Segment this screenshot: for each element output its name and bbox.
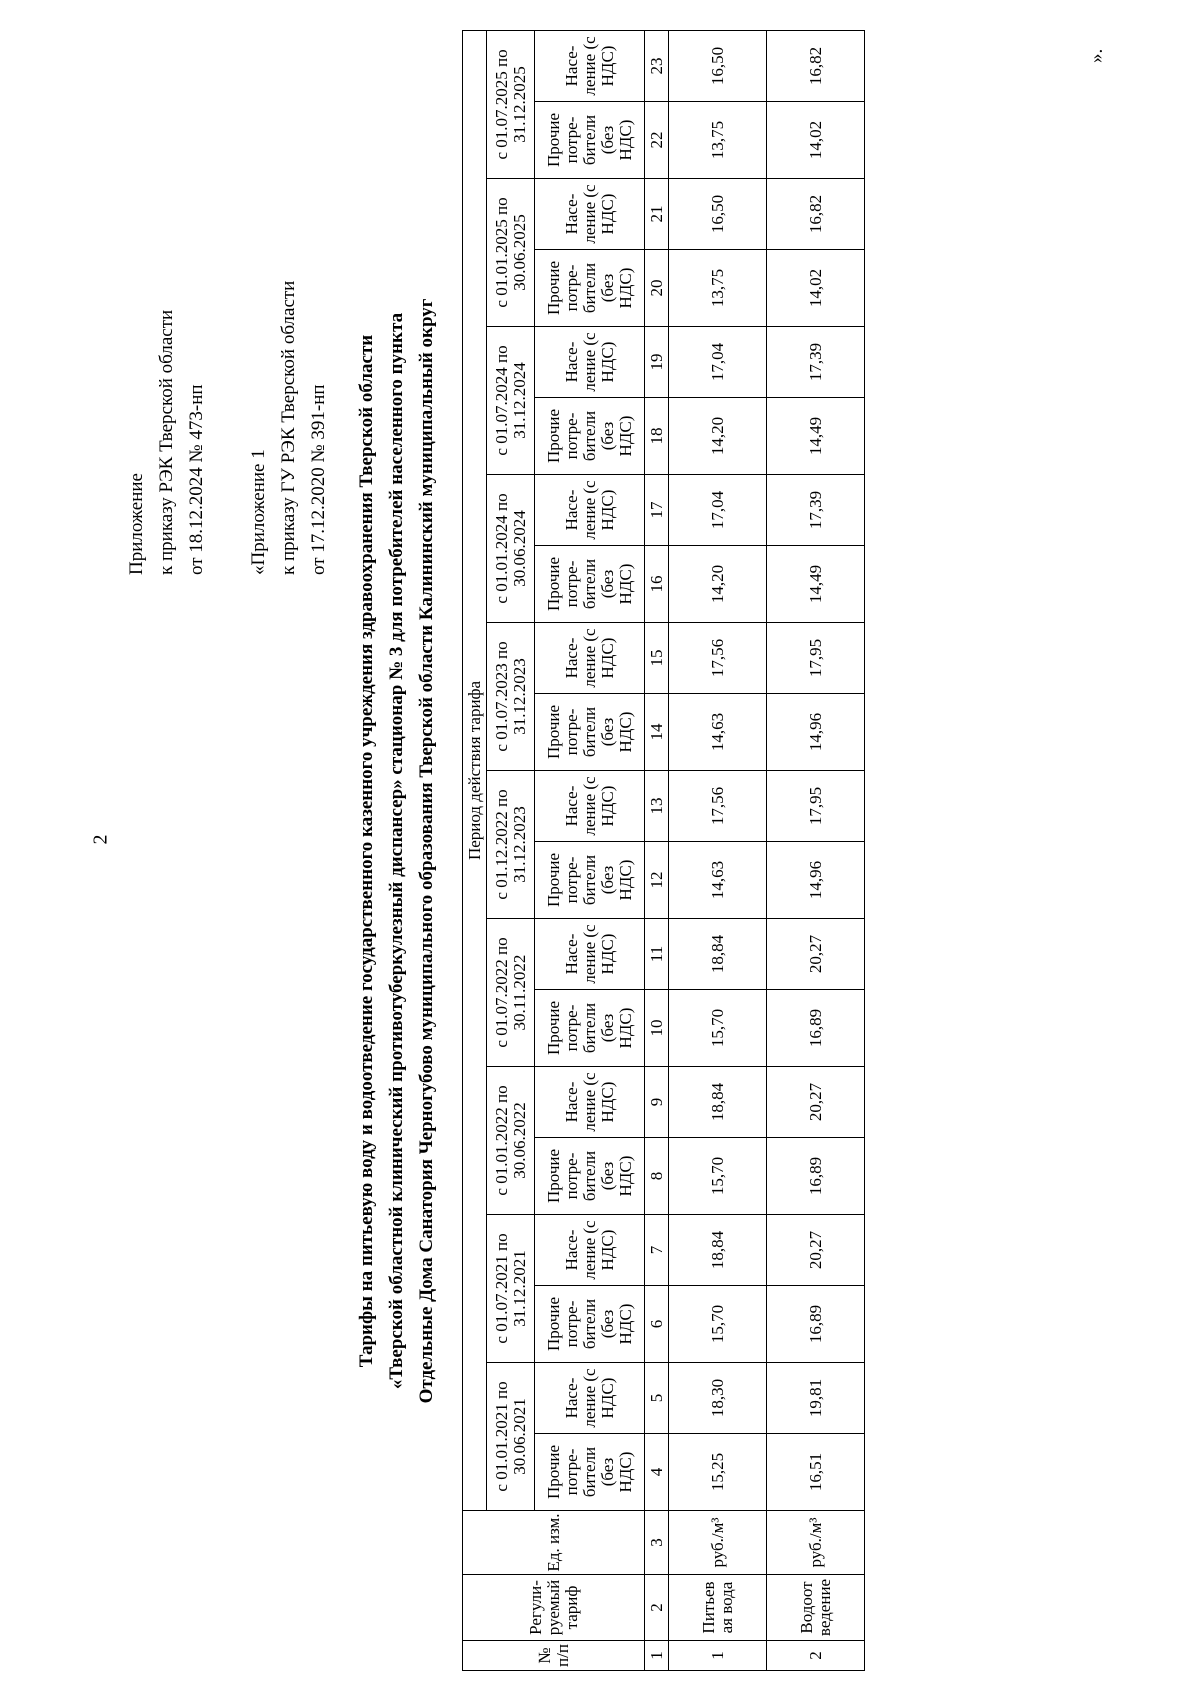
row-num: 1 xyxy=(669,1641,767,1671)
column-number: 23 xyxy=(645,30,669,101)
tariff-value: 18,84 xyxy=(669,919,767,990)
column-number: 8 xyxy=(645,1138,669,1215)
row-unit: руб./м³ xyxy=(767,1511,865,1575)
header-period: с 01.07.2024 по 31.12.2024 xyxy=(487,327,535,475)
header-consumer-population: Насе-ление (с НДС) xyxy=(535,179,645,250)
header-consumer-population: Насе-ление (с НДС) xyxy=(535,1067,645,1138)
tariff-value: 20,27 xyxy=(767,919,865,990)
column-number: 7 xyxy=(645,1215,669,1286)
tariff-value: 14,63 xyxy=(669,842,767,919)
column-number: 3 xyxy=(645,1511,669,1575)
tariff-value: 14,02 xyxy=(767,102,865,179)
tariff-value: 17,04 xyxy=(669,475,767,546)
tariff-value: 14,20 xyxy=(669,546,767,623)
column-number: 14 xyxy=(645,694,669,771)
rotated-page-content xyxy=(82,31,1118,1671)
header-consumer-population: Насе-ление (с НДС) xyxy=(535,771,645,842)
column-number: 9 xyxy=(645,1067,669,1138)
row-tariff: Питьев ая вода xyxy=(669,1575,767,1641)
column-number: 16 xyxy=(645,546,669,623)
tariff-value: 17,04 xyxy=(669,327,767,398)
tariff-value: 16,89 xyxy=(767,1286,865,1363)
tariff-value: 15,70 xyxy=(669,1138,767,1215)
column-number: 19 xyxy=(645,327,669,398)
column-number: 21 xyxy=(645,179,669,250)
header-unit: Ед. изм. xyxy=(463,1511,645,1575)
column-number: 15 xyxy=(645,623,669,694)
tariff-value: 16,50 xyxy=(669,30,767,101)
column-number: 17 xyxy=(645,475,669,546)
title-line: Тарифы на питьевую воду и водоотведение государственного казенного учреждения здравоохранения Тверской области xyxy=(356,334,377,1368)
header-consumer-population: Насе-ление (с НДС) xyxy=(535,919,645,990)
tariff-value: 13,75 xyxy=(669,250,767,327)
tariff-value: 14,02 xyxy=(767,250,865,327)
appendix-line: Приложение xyxy=(126,473,147,575)
header-consumer-other: Прочие потре-бители (без НДС) xyxy=(535,1138,645,1215)
tariff-value: 16,82 xyxy=(767,179,865,250)
tariff-value: 14,63 xyxy=(669,694,767,771)
title-line: Отдельные Дома Санатория Черногубово муниципального образования Тверской области Калининский муниципальный округ xyxy=(416,298,437,1404)
column-number: 1 xyxy=(645,1641,669,1671)
header-consumer-population: Насе-ление (с НДС) xyxy=(535,327,645,398)
appendix-line: «Приложение 1 xyxy=(248,449,269,575)
column-number: 13 xyxy=(645,771,669,842)
header-period: с 01.07.2021 по 31.12.2021 xyxy=(487,1215,535,1363)
tariff-value: 17,95 xyxy=(767,771,865,842)
tariff-value: 19,81 xyxy=(767,1363,865,1434)
row-tariff: Водоот ведение xyxy=(767,1575,865,1641)
tariff-value: 13,75 xyxy=(669,102,767,179)
header-consumer-other: Прочие потре-бители (без НДС) xyxy=(535,250,645,327)
page-number: 2 xyxy=(89,834,112,845)
tariff-value: 15,25 xyxy=(669,1434,767,1511)
header-consumer-other: Прочие потре-бители (без НДС) xyxy=(535,1434,645,1511)
tariff-value: 17,95 xyxy=(767,623,865,694)
tariff-table xyxy=(462,30,865,1671)
tariff-value: 17,56 xyxy=(669,771,767,842)
header-period: с 01.12.2022 по 31.12.2023 xyxy=(487,771,535,919)
header-period: с 01.01.2024 по 30.06.2024 xyxy=(487,475,535,623)
header-period: с 01.07.2022 по 30.11.2022 xyxy=(487,919,535,1067)
tariff-value: 20,27 xyxy=(767,1067,865,1138)
row-num: 2 xyxy=(767,1641,865,1671)
header-period: с 01.07.2025 по 31.12.2025 xyxy=(487,30,535,178)
tariff-value: 14,96 xyxy=(767,842,865,919)
tariff-value: 16,51 xyxy=(767,1434,865,1511)
header-consumer-population: Насе-ление (с НДС) xyxy=(535,1363,645,1434)
column-number: 2 xyxy=(645,1575,669,1641)
tariff-value: 17,56 xyxy=(669,623,767,694)
tariff-value: 14,20 xyxy=(669,398,767,475)
column-number: 11 xyxy=(645,919,669,990)
header-period: с 01.01.2025 по 30.06.2025 xyxy=(487,179,535,327)
header-period-group: Период действия тарифа xyxy=(463,30,487,1510)
header-consumer-other: Прочие потре-бители (без НДС) xyxy=(535,102,645,179)
tariff-value: 16,50 xyxy=(669,179,767,250)
appendix-line: от 17.12.2020 № 391-нп xyxy=(308,384,329,575)
column-number: 20 xyxy=(645,250,669,327)
tariff-value: 17,39 xyxy=(767,327,865,398)
header-consumer-population: Насе-ление (с НДС) xyxy=(535,1215,645,1286)
tariff-value: 16,89 xyxy=(767,1138,865,1215)
title-line: «Тверской областной клинический противотуберкулезный диспансер» стационар № 3 для потребителей населенного пункта xyxy=(386,312,407,1390)
tariff-value: 14,49 xyxy=(767,546,865,623)
header-period: с 01.01.2021 по 30.06.2021 xyxy=(487,1363,535,1511)
row-unit: руб./м³ xyxy=(669,1511,767,1575)
header-consumer-other: Прочие потре-бители (без НДС) xyxy=(535,1286,645,1363)
tariff-value: 15,70 xyxy=(669,990,767,1067)
appendix-line: к приказу РЭК Тверской области xyxy=(156,309,177,575)
header-consumer-population: Насе-ление (с НДС) xyxy=(535,623,645,694)
tariff-value: 14,96 xyxy=(767,694,865,771)
header-consumer-other: Прочие потре-бители (без НДС) xyxy=(535,990,645,1067)
tariff-value: 18,84 xyxy=(669,1215,767,1286)
appendix-line: от 18.12.2024 № 473-нп xyxy=(186,384,207,575)
header-consumer-other: Прочие потре-бители (без НДС) xyxy=(535,842,645,919)
column-number: 10 xyxy=(645,990,669,1067)
tariff-value: 15,70 xyxy=(669,1286,767,1363)
appendix-block xyxy=(122,281,334,575)
tariff-value: 17,39 xyxy=(767,475,865,546)
header-consumer-other: Прочие потре-бители (без НДС) xyxy=(535,398,645,475)
header-consumer-other: Прочие потре-бители (без НДС) xyxy=(535,694,645,771)
document-title xyxy=(352,31,442,1671)
column-number: 18 xyxy=(645,398,669,475)
column-number: 12 xyxy=(645,842,669,919)
column-number: 22 xyxy=(645,102,669,179)
column-number: 4 xyxy=(645,1434,669,1511)
tariff-value: 20,27 xyxy=(767,1215,865,1286)
tariff-value: 14,49 xyxy=(767,398,865,475)
column-number: 5 xyxy=(645,1363,669,1434)
appendix-line: к приказу ГУ РЭК Тверской области xyxy=(278,280,299,575)
table-row xyxy=(767,30,865,1670)
tariff-value: 16,89 xyxy=(767,990,865,1067)
header-consumer-population: Насе-ление (с НДС) xyxy=(535,475,645,546)
header-num: № п/п xyxy=(463,1641,645,1671)
header-tariff: Регули-руемый тариф xyxy=(463,1575,645,1641)
header-consumer-other: Прочие потре-бители (без НДС) xyxy=(535,546,645,623)
table-row xyxy=(669,30,767,1670)
header-consumer-population: Насе-ление (с НДС) xyxy=(535,30,645,101)
column-number: 6 xyxy=(645,1286,669,1363)
tariff-value: 16,82 xyxy=(767,30,865,101)
closing-quote: ». xyxy=(1086,48,1107,63)
header-period: с 01.01.2022 по 30.06.2022 xyxy=(487,1067,535,1215)
tariff-value: 18,84 xyxy=(669,1067,767,1138)
tariff-value: 18,30 xyxy=(669,1363,767,1434)
header-period: с 01.07.2023 по 31.12.2023 xyxy=(487,623,535,771)
